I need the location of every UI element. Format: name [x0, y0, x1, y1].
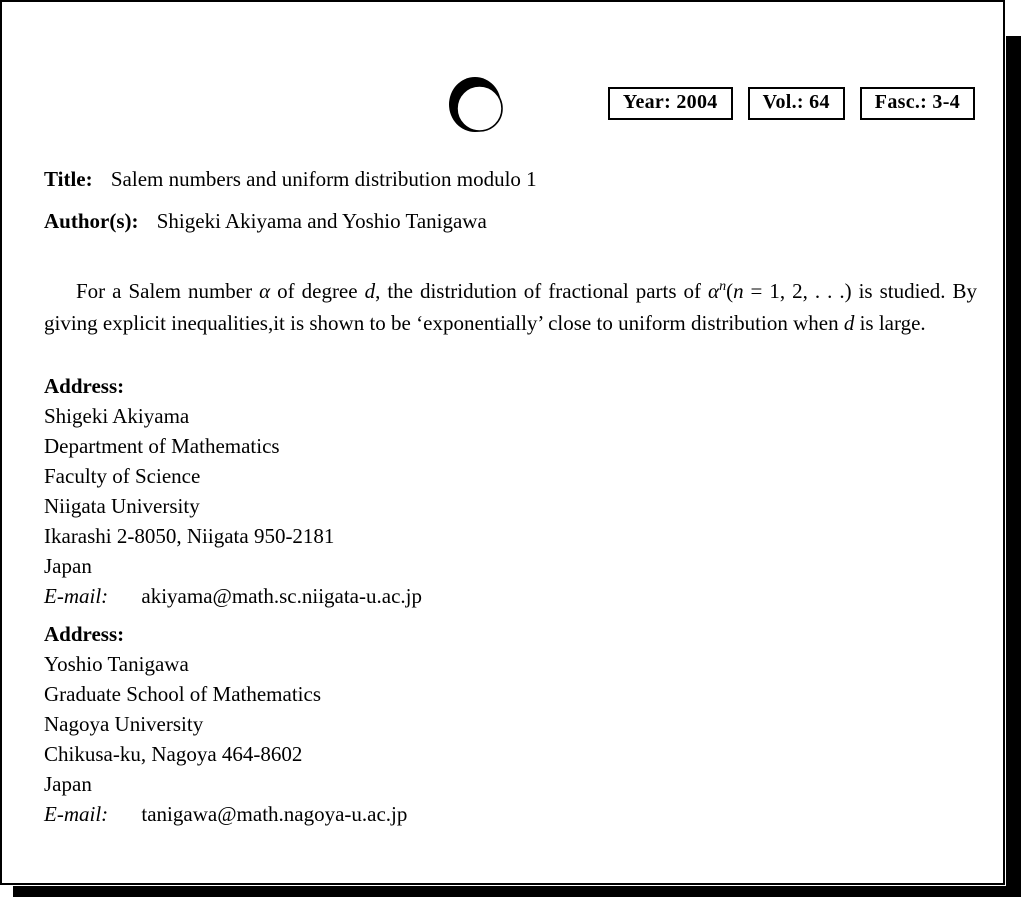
address-line: Chikusa-ku, Nagoya 464-8602 [44, 742, 303, 766]
address-line: Japan [44, 772, 92, 796]
abstract-text: For a Salem number α of degree d, the distridution of fractional parts of $\alpha^n(n = 1$, 2, . . .) is studied. By giving explicit inequalities,it is shown to be ‘exponentially’ close to uniform distribution when d is large. [44, 279, 978, 335]
email-line [44, 581, 977, 611]
title-line [44, 166, 977, 193]
address-line: Department of Mathematics [44, 434, 280, 458]
address-heading: Address: [44, 374, 125, 398]
title-label: Title: [44, 167, 93, 191]
address-block-1 [44, 371, 977, 611]
fascicle-badge: Fasc.: 3-4 [860, 87, 975, 120]
volume-badge: Vol.: 64 [748, 87, 845, 120]
email-label: E-mail: [44, 584, 109, 608]
paper-authors: Shigeki Akiyama and Yoshio Tanigawa [156, 209, 487, 233]
email-label: E-mail: [44, 802, 109, 826]
crescent-logo-icon [448, 76, 504, 134]
email-address: tanigawa@math.nagoya-u.ac.jp [141, 802, 408, 826]
address-line: Japan [44, 554, 92, 578]
address-block-2 [44, 619, 977, 829]
paper-title: Salem numbers and uniform distribution modulo 1 [110, 167, 537, 191]
issue-badges [608, 87, 975, 120]
address-line: Graduate School of Mathematics [44, 682, 321, 706]
year-badge: Year: 2004 [608, 87, 733, 120]
address-heading: Address: [44, 622, 125, 646]
page-shadow-bottom [13, 886, 1021, 897]
address-line: Niigata University [44, 494, 200, 518]
page-shadow-right [1006, 36, 1021, 897]
authors-line [44, 208, 977, 235]
address-line: Faculty of Science [44, 464, 201, 488]
address-line: Yoshio Tanigawa [44, 652, 189, 676]
address-line: Shigeki Akiyama [44, 404, 190, 428]
address-line: Nagoya University [44, 712, 204, 736]
authors-label: Author(s): [44, 209, 139, 233]
address-line: Ikarashi 2-8050, Niigata 950-2181 [44, 524, 335, 548]
email-line [44, 799, 977, 829]
crescent-logo-svg [448, 76, 504, 134]
email-address: akiyama@math.sc.niigata-u.ac.jp [141, 584, 422, 608]
